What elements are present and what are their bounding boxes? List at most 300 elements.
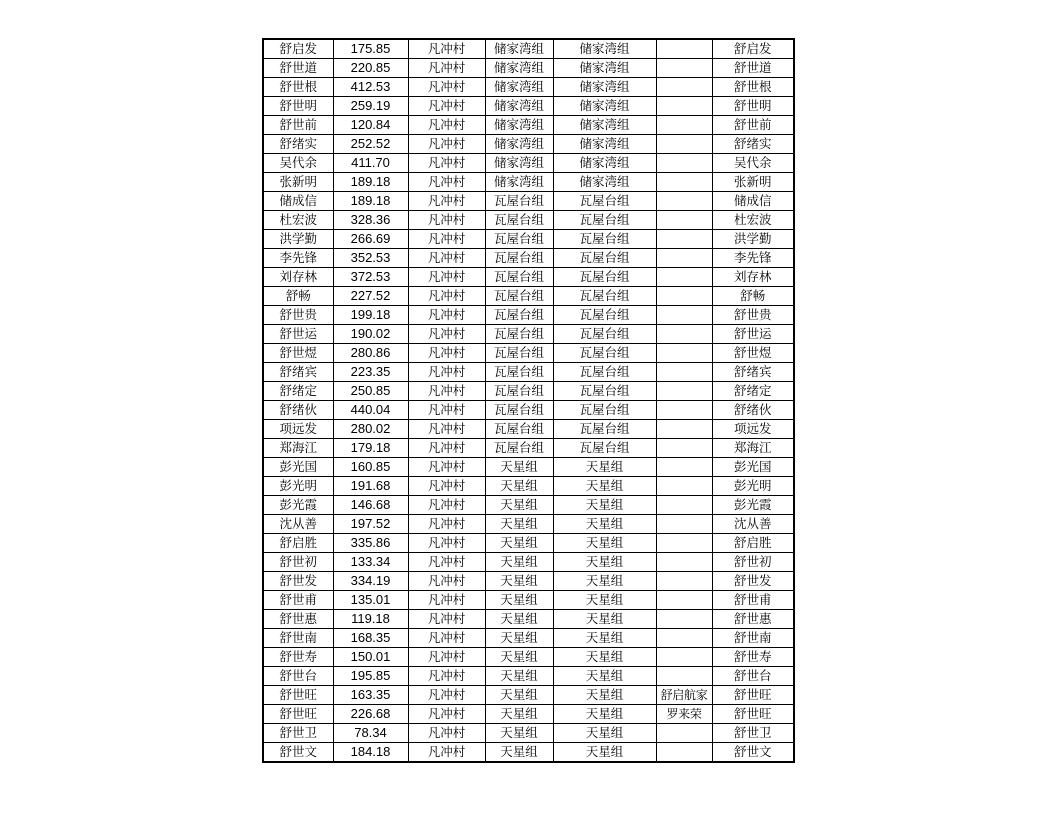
village-cell: 凡冲村 [408,382,485,401]
owner-cell: 舒世南 [712,629,794,648]
name-cell: 彭光国 [263,458,333,477]
group-cell-2: 瓦屋台组 [553,287,656,306]
village-cell: 凡冲村 [408,743,485,763]
owner-cell: 舒世旺 [712,705,794,724]
name-cell: 舒畅 [263,287,333,306]
owner-cell: 舒世运 [712,325,794,344]
owner-cell: 舒世卫 [712,724,794,743]
group-cell-2: 瓦屋台组 [553,344,656,363]
area-cell: 252.52 [333,135,408,154]
note-cell [656,306,712,325]
note-cell [656,610,712,629]
owner-cell: 舒世根 [712,78,794,97]
table-row [263,154,794,173]
area-cell: 280.86 [333,344,408,363]
owner-cell: 舒绪伙 [712,401,794,420]
table-row [263,420,794,439]
group-cell-2: 天星组 [553,553,656,572]
area-cell: 160.85 [333,458,408,477]
area-cell: 412.53 [333,78,408,97]
area-cell: 352.53 [333,249,408,268]
group-cell: 瓦屋台组 [485,363,553,382]
group-cell: 天星组 [485,515,553,534]
group-cell-2: 天星组 [553,686,656,705]
group-cell: 瓦屋台组 [485,230,553,249]
group-cell: 天星组 [485,724,553,743]
group-cell-2: 天星组 [553,496,656,515]
area-cell: 146.68 [333,496,408,515]
table-row [263,591,794,610]
group-cell: 天星组 [485,610,553,629]
name-cell: 舒世贵 [263,306,333,325]
group-cell-2: 瓦屋台组 [553,401,656,420]
table-row [263,230,794,249]
table-row [263,743,794,763]
village-cell: 凡冲村 [408,629,485,648]
note-cell [656,211,712,230]
table-body [263,39,794,762]
note-cell [656,78,712,97]
area-cell: 280.02 [333,420,408,439]
group-cell: 天星组 [485,591,553,610]
area-cell: 135.01 [333,591,408,610]
owner-cell: 郑海江 [712,439,794,458]
owner-cell: 舒世煜 [712,344,794,363]
group-cell: 瓦屋台组 [485,192,553,211]
area-cell: 328.36 [333,211,408,230]
area-cell: 175.85 [333,39,408,59]
table-row [263,78,794,97]
owner-cell: 张新明 [712,173,794,192]
group-cell-2: 天星组 [553,515,656,534]
group-cell-2: 天星组 [553,477,656,496]
note-cell: 舒启航家 [656,686,712,705]
table-row [263,268,794,287]
owner-cell: 舒世前 [712,116,794,135]
table-row [263,344,794,363]
village-cell: 凡冲村 [408,401,485,420]
village-cell: 凡冲村 [408,458,485,477]
group-cell: 天星组 [485,496,553,515]
group-cell-2: 天星组 [553,724,656,743]
village-cell: 凡冲村 [408,306,485,325]
name-cell: 杜宏波 [263,211,333,230]
name-cell: 舒世前 [263,116,333,135]
area-cell: 226.68 [333,705,408,724]
owner-cell: 彭光明 [712,477,794,496]
group-cell: 瓦屋台组 [485,325,553,344]
table-row [263,705,794,724]
owner-cell: 舒世明 [712,97,794,116]
note-cell [656,382,712,401]
name-cell: 彭光霞 [263,496,333,515]
name-cell: 舒绪定 [263,382,333,401]
group-cell-2: 瓦屋台组 [553,211,656,230]
group-cell: 瓦屋台组 [485,344,553,363]
group-cell-2: 天星组 [553,572,656,591]
group-cell-2: 储家湾组 [553,154,656,173]
note-cell [656,135,712,154]
village-cell: 凡冲村 [408,648,485,667]
name-cell: 舒绪宾 [263,363,333,382]
table-row [263,439,794,458]
group-cell-2: 瓦屋台组 [553,249,656,268]
area-cell: 133.34 [333,553,408,572]
owner-cell: 彭光国 [712,458,794,477]
name-cell: 舒世寿 [263,648,333,667]
area-cell: 191.68 [333,477,408,496]
group-cell: 储家湾组 [485,135,553,154]
table-row [263,553,794,572]
group-cell-2: 储家湾组 [553,59,656,78]
owner-cell: 舒世初 [712,553,794,572]
group-cell-2: 瓦屋台组 [553,382,656,401]
owner-cell: 储成信 [712,192,794,211]
note-cell [656,344,712,363]
village-cell: 凡冲村 [408,344,485,363]
area-cell: 259.19 [333,97,408,116]
owner-cell: 吴代余 [712,154,794,173]
group-cell-2: 储家湾组 [553,135,656,154]
name-cell: 舒绪伙 [263,401,333,420]
owner-cell: 舒世台 [712,667,794,686]
village-cell: 凡冲村 [408,439,485,458]
group-cell-2: 瓦屋台组 [553,230,656,249]
table-row [263,610,794,629]
table-row [263,306,794,325]
owner-cell: 舒绪定 [712,382,794,401]
area-cell: 227.52 [333,287,408,306]
name-cell: 舒世甫 [263,591,333,610]
owner-cell: 舒绪宾 [712,363,794,382]
table-row [263,629,794,648]
name-cell: 舒世卫 [263,724,333,743]
name-cell: 舒启胜 [263,534,333,553]
owner-cell: 舒世文 [712,743,794,763]
note-cell: 罗来荣 [656,705,712,724]
village-cell: 凡冲村 [408,287,485,306]
village-cell: 凡冲村 [408,572,485,591]
village-cell: 凡冲村 [408,154,485,173]
area-cell: 195.85 [333,667,408,686]
table-row [263,648,794,667]
table-row [263,401,794,420]
name-cell: 彭光明 [263,477,333,496]
group-cell-2: 天星组 [553,743,656,763]
note-cell [656,230,712,249]
group-cell: 储家湾组 [485,154,553,173]
group-cell-2: 储家湾组 [553,78,656,97]
group-cell-2: 储家湾组 [553,116,656,135]
table-row [263,59,794,78]
area-cell: 372.53 [333,268,408,287]
group-cell: 瓦屋台组 [485,439,553,458]
owner-cell: 舒世道 [712,59,794,78]
note-cell [656,401,712,420]
group-cell: 储家湾组 [485,59,553,78]
village-cell: 凡冲村 [408,610,485,629]
village-cell: 凡冲村 [408,420,485,439]
area-cell: 334.19 [333,572,408,591]
group-cell: 瓦屋台组 [485,420,553,439]
village-cell: 凡冲村 [408,211,485,230]
note-cell [656,667,712,686]
group-cell: 瓦屋台组 [485,306,553,325]
village-cell: 凡冲村 [408,78,485,97]
note-cell [656,173,712,192]
village-cell: 凡冲村 [408,667,485,686]
group-cell-2: 瓦屋台组 [553,306,656,325]
table-row [263,515,794,534]
area-cell: 119.18 [333,610,408,629]
area-cell: 220.85 [333,59,408,78]
table-row [263,249,794,268]
name-cell: 沈从善 [263,515,333,534]
name-cell: 舒绪实 [263,135,333,154]
name-cell: 项远发 [263,420,333,439]
table-row [263,192,794,211]
name-cell: 舒世根 [263,78,333,97]
owner-cell: 舒世惠 [712,610,794,629]
area-cell: 179.18 [333,439,408,458]
group-cell-2: 天星组 [553,610,656,629]
group-cell: 储家湾组 [485,39,553,59]
group-cell-2: 储家湾组 [553,97,656,116]
area-cell: 199.18 [333,306,408,325]
owner-cell: 舒绪实 [712,135,794,154]
table-row [263,572,794,591]
owner-cell: 刘存林 [712,268,794,287]
table-row [263,496,794,515]
area-cell: 120.84 [333,116,408,135]
village-cell: 凡冲村 [408,192,485,211]
group-cell-2: 储家湾组 [553,39,656,59]
village-cell: 凡冲村 [408,325,485,344]
table-row [263,211,794,230]
village-cell: 凡冲村 [408,534,485,553]
group-cell: 储家湾组 [485,173,553,192]
village-cell: 凡冲村 [408,97,485,116]
village-cell: 凡冲村 [408,268,485,287]
group-cell-2: 瓦屋台组 [553,363,656,382]
group-cell-2: 瓦屋台组 [553,192,656,211]
group-cell-2: 储家湾组 [553,173,656,192]
owner-cell: 舒世贵 [712,306,794,325]
group-cell: 天星组 [485,629,553,648]
owner-cell: 舒畅 [712,287,794,306]
name-cell: 舒世旺 [263,705,333,724]
group-cell: 天星组 [485,705,553,724]
area-cell: 78.34 [333,724,408,743]
table-row [263,173,794,192]
name-cell: 刘存林 [263,268,333,287]
group-cell-2: 瓦屋台组 [553,420,656,439]
group-cell: 储家湾组 [485,97,553,116]
note-cell [656,515,712,534]
owner-cell: 舒世甫 [712,591,794,610]
group-cell-2: 天星组 [553,591,656,610]
village-cell: 凡冲村 [408,39,485,59]
area-cell: 163.35 [333,686,408,705]
note-cell [656,249,712,268]
owner-cell: 舒启胜 [712,534,794,553]
group-cell-2: 瓦屋台组 [553,325,656,344]
note-cell [656,629,712,648]
note-cell [656,363,712,382]
group-cell-2: 天星组 [553,534,656,553]
group-cell: 天星组 [485,572,553,591]
name-cell: 舒世旺 [263,686,333,705]
name-cell: 郑海江 [263,439,333,458]
area-cell: 168.35 [333,629,408,648]
note-cell [656,458,712,477]
table-row [263,686,794,705]
name-cell: 舒世道 [263,59,333,78]
group-cell: 瓦屋台组 [485,382,553,401]
village-cell: 凡冲村 [408,515,485,534]
area-cell: 250.85 [333,382,408,401]
note-cell [656,591,712,610]
owner-cell: 彭光霞 [712,496,794,515]
village-cell: 凡冲村 [408,496,485,515]
table-row [263,458,794,477]
village-cell: 凡冲村 [408,591,485,610]
table-row [263,477,794,496]
name-cell: 舒世发 [263,572,333,591]
village-cell: 凡冲村 [408,135,485,154]
note-cell [656,648,712,667]
group-cell-2: 天星组 [553,458,656,477]
table-row [263,39,794,59]
village-cell: 凡冲村 [408,553,485,572]
table-row [263,363,794,382]
owner-cell: 舒启发 [712,39,794,59]
group-cell: 天星组 [485,477,553,496]
name-cell: 吴代余 [263,154,333,173]
owner-cell: 舒世旺 [712,686,794,705]
name-cell: 洪学勤 [263,230,333,249]
area-cell: 335.86 [333,534,408,553]
note-cell [656,268,712,287]
area-cell: 189.18 [333,173,408,192]
note-cell [656,192,712,211]
group-cell-2: 瓦屋台组 [553,268,656,287]
name-cell: 张新明 [263,173,333,192]
note-cell [656,154,712,173]
name-cell: 舒世台 [263,667,333,686]
name-cell: 舒世明 [263,97,333,116]
name-cell: 舒启发 [263,39,333,59]
note-cell [656,325,712,344]
name-cell: 舒世煜 [263,344,333,363]
note-cell [656,59,712,78]
note-cell [656,39,712,59]
village-cell: 凡冲村 [408,59,485,78]
group-cell: 瓦屋台组 [485,249,553,268]
table-row [263,325,794,344]
note-cell [656,477,712,496]
owner-cell: 项远发 [712,420,794,439]
group-cell-2: 天星组 [553,648,656,667]
area-cell: 150.01 [333,648,408,667]
name-cell: 舒世初 [263,553,333,572]
group-cell-2: 天星组 [553,705,656,724]
area-cell: 197.52 [333,515,408,534]
owner-cell: 舒世发 [712,572,794,591]
group-cell: 天星组 [485,686,553,705]
group-cell: 储家湾组 [485,116,553,135]
group-cell: 天星组 [485,667,553,686]
village-cell: 凡冲村 [408,249,485,268]
table-row [263,135,794,154]
table-row [263,116,794,135]
group-cell: 瓦屋台组 [485,401,553,420]
owner-cell: 洪学勤 [712,230,794,249]
name-cell: 储成信 [263,192,333,211]
note-cell [656,572,712,591]
village-cell: 凡冲村 [408,116,485,135]
note-cell [656,116,712,135]
note-cell [656,287,712,306]
village-cell: 凡冲村 [408,363,485,382]
owner-cell: 舒世寿 [712,648,794,667]
group-cell: 天星组 [485,743,553,763]
village-cell: 凡冲村 [408,173,485,192]
group-cell: 瓦屋台组 [485,287,553,306]
name-cell: 舒世惠 [263,610,333,629]
owner-cell: 杜宏波 [712,211,794,230]
village-cell: 凡冲村 [408,686,485,705]
area-cell: 189.18 [333,192,408,211]
group-cell: 天星组 [485,648,553,667]
area-cell: 223.35 [333,363,408,382]
village-cell: 凡冲村 [408,724,485,743]
group-cell-2: 天星组 [553,667,656,686]
village-cell: 凡冲村 [408,477,485,496]
name-cell: 舒世文 [263,743,333,763]
group-cell: 瓦屋台组 [485,211,553,230]
group-cell: 天星组 [485,553,553,572]
owner-cell: 李先锋 [712,249,794,268]
note-cell [656,439,712,458]
area-cell: 266.69 [333,230,408,249]
area-cell: 440.04 [333,401,408,420]
table-row [263,382,794,401]
area-cell: 190.02 [333,325,408,344]
village-cell: 凡冲村 [408,230,485,249]
name-cell: 舒世南 [263,629,333,648]
owner-cell: 沈从善 [712,515,794,534]
note-cell [656,724,712,743]
area-cell: 184.18 [333,743,408,763]
table-row [263,97,794,116]
group-cell: 储家湾组 [485,78,553,97]
table-row [263,534,794,553]
table-row [263,724,794,743]
area-cell: 411.70 [333,154,408,173]
group-cell: 天星组 [485,534,553,553]
name-cell: 舒世运 [263,325,333,344]
group-cell-2: 瓦屋台组 [553,439,656,458]
village-cell: 凡冲村 [408,705,485,724]
group-cell: 天星组 [485,458,553,477]
note-cell [656,553,712,572]
data-table [262,38,795,763]
table-row [263,287,794,306]
note-cell [656,420,712,439]
note-cell [656,534,712,553]
table-row [263,667,794,686]
